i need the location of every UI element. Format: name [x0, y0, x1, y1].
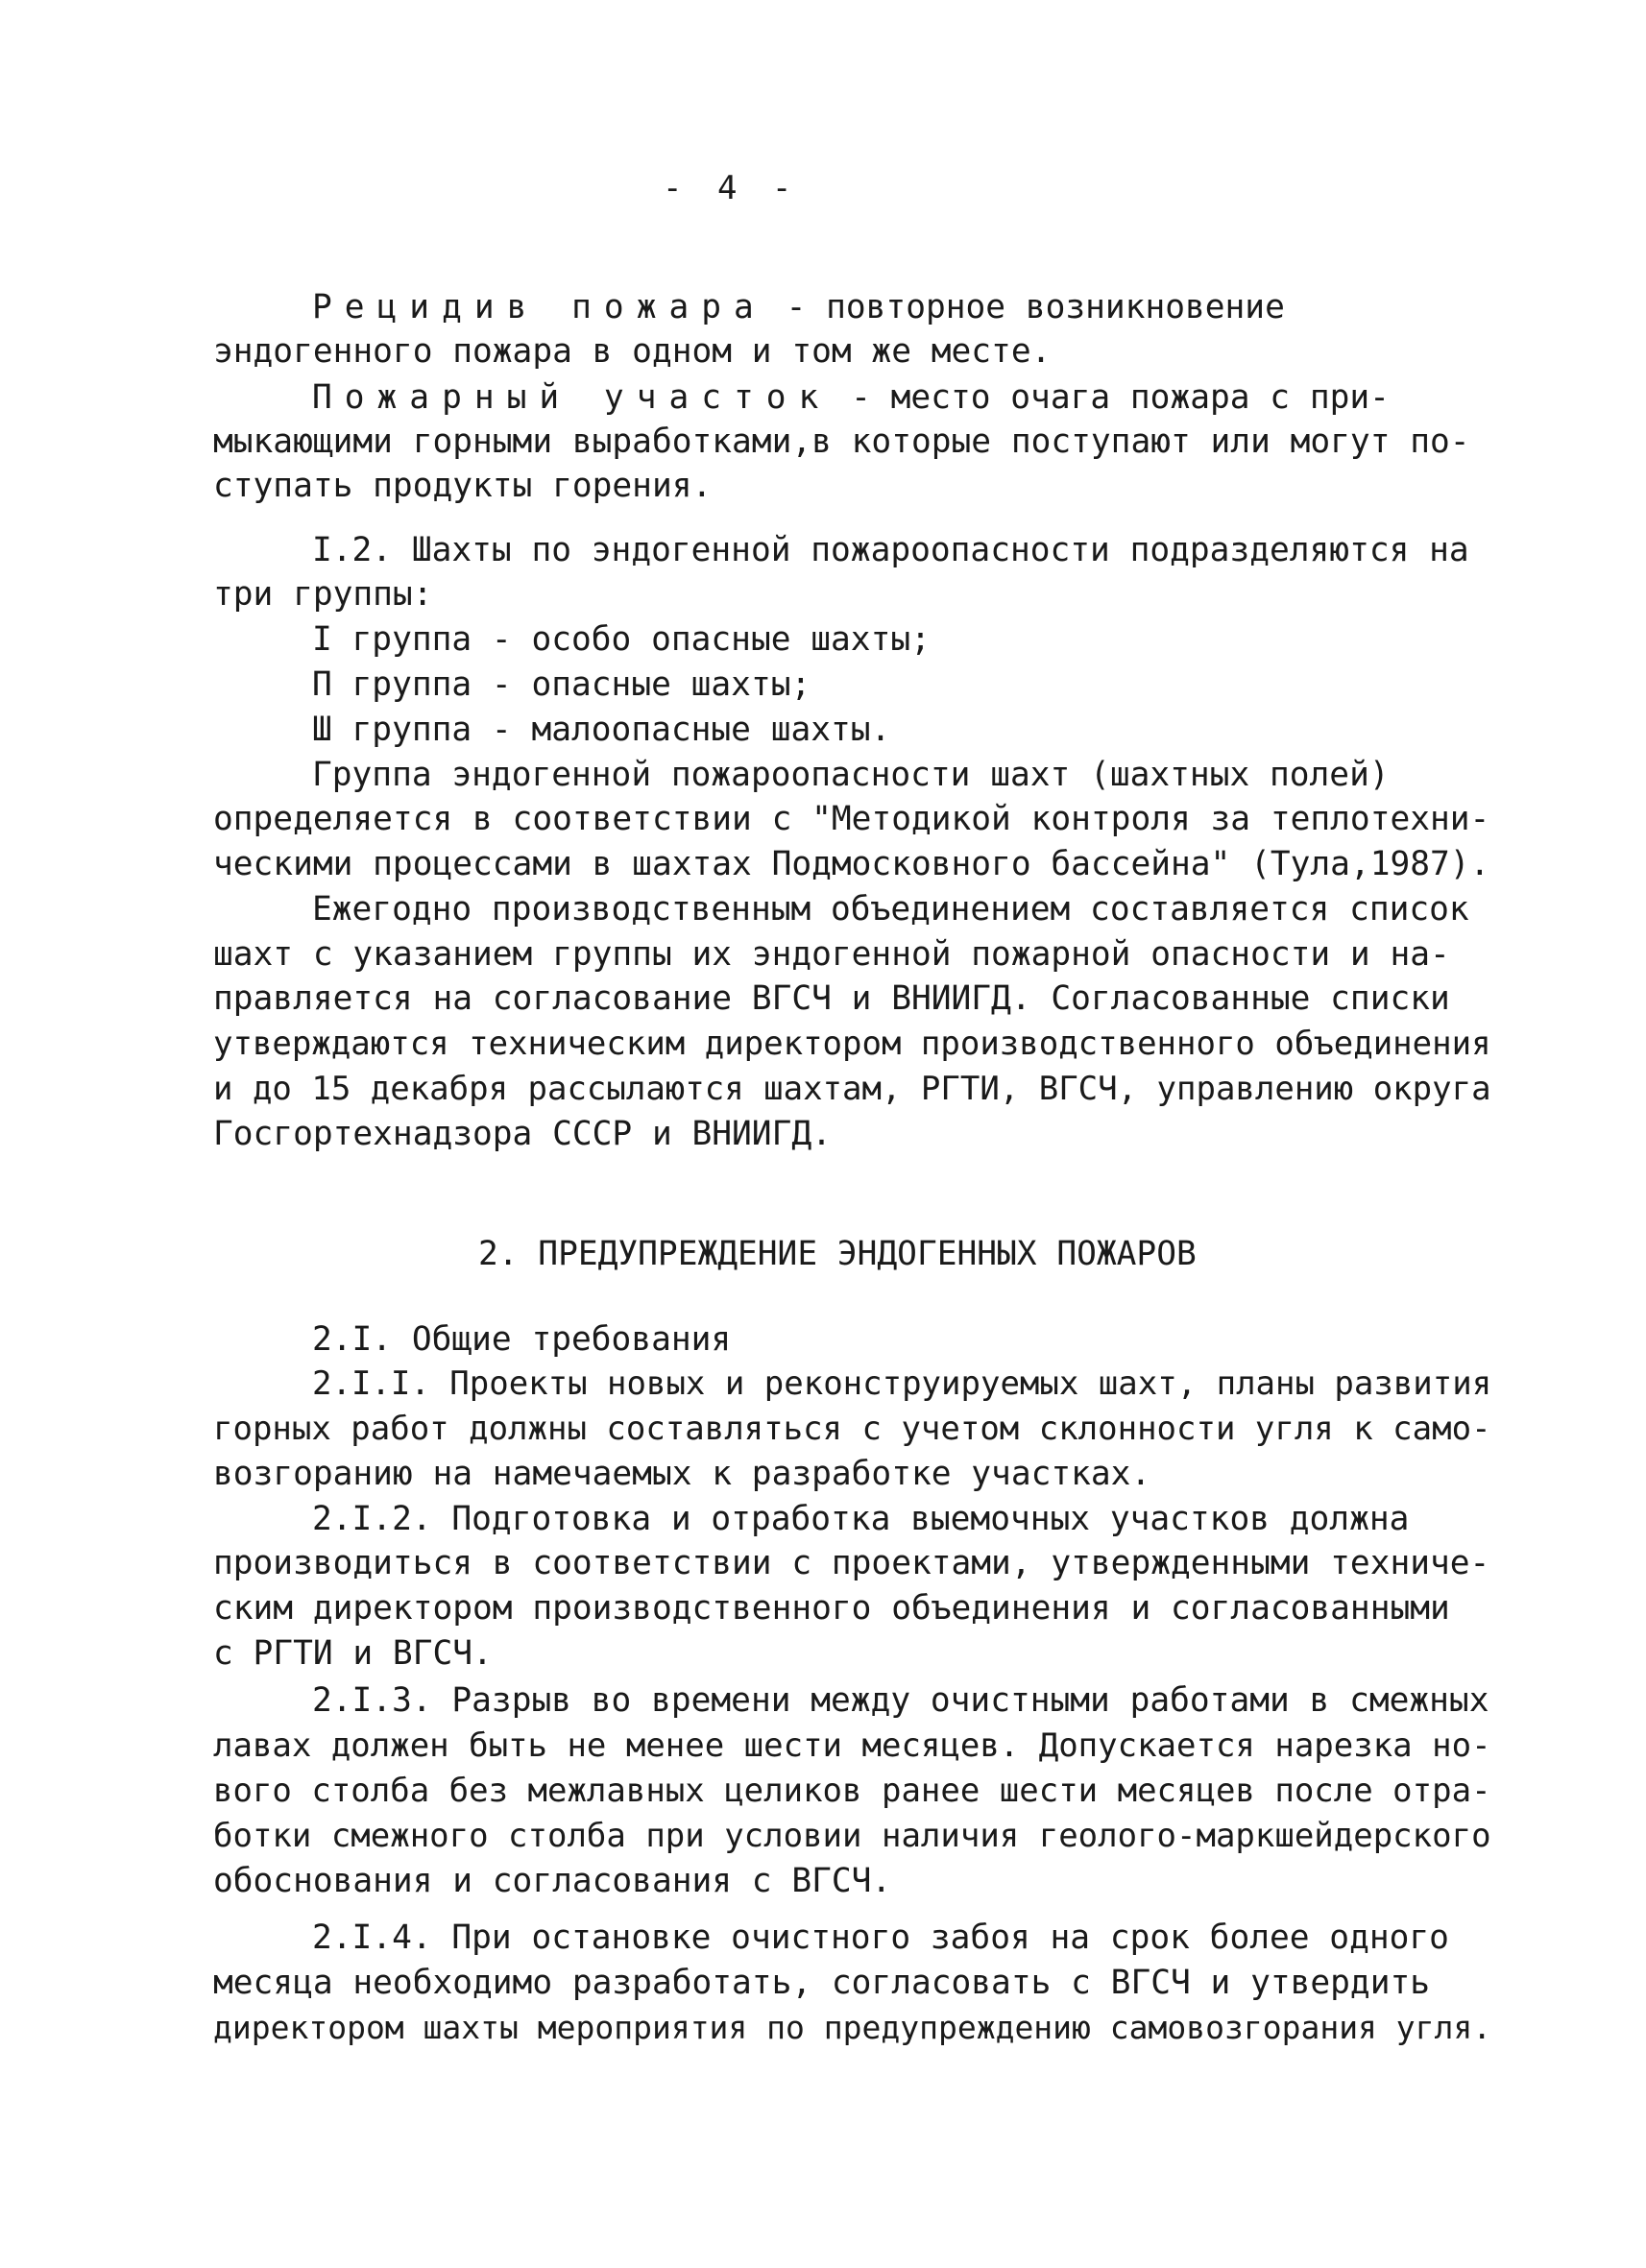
text-line: шахт с указанием группы их эндогенной пожарной опасности и на-: [213, 935, 1450, 974]
def-recidiv-text: - повторное возникновение: [765, 288, 1285, 326]
paragraph-2-1-2: 2.I.2. Подготовка и отработка выемочных участков должна: [312, 1500, 1410, 1538]
text-line: месяца необходимо разработать, согласовать с ВГСЧ и утвердить: [213, 1964, 1431, 2002]
text-line: и до 15 декабря рассылаются шахтам, РГТИ, ВГСЧ, управлению округа: [213, 1070, 1491, 1108]
text-line: утверждаются техническим директором производственного объединения: [213, 1025, 1491, 1063]
text-line: ческими процессами в шахтах Подмосковного бассейна" (Тула,1987).: [213, 845, 1490, 883]
text-line: горных работ должны составляться с учетом склонности угля к само-: [213, 1410, 1491, 1448]
text-line: эндогенного пожара в одном и том же месте.: [213, 332, 1052, 371]
text-line: правляется на согласование ВГСЧ и ВНИИГД. Согласованные списки: [213, 979, 1450, 1018]
text-line: с РГТИ и ВГСЧ.: [213, 1634, 493, 1673]
text-line: обоснования и согласования с ВГСЧ.: [213, 1862, 892, 1900]
text-line: директором шахты мероприятия по предупреждению самовозгорания угля.: [213, 2009, 1492, 2046]
subsection-heading: 2.I. Общие требования: [312, 1320, 732, 1359]
text-line: ступать продукты горения.: [213, 467, 713, 505]
def-recidiv: [312, 288, 1285, 326]
group-item-3: Ш группа - малоопасные шахты.: [312, 711, 891, 749]
term-uchastok: Пожарный участок: [312, 378, 832, 417]
def-uchastok: [312, 378, 1390, 417]
text-line: три группы:: [213, 575, 433, 614]
paragraph-2-1-4: 2.I.4. При остановке очистного забоя на срок более одного: [312, 1918, 1449, 1957]
text-line: ботки смежного столба при условии наличия геолого-маркшейдерского: [213, 1817, 1491, 1855]
text-line: возгоранию на намечаемых к разработке участках.: [213, 1455, 1151, 1493]
text-line: вого столба без межлавных целиков ранее шести месяцев после отра-: [213, 1772, 1491, 1810]
paragraph-group: Группа эндогенной пожароопасности шахт (шахтных полей): [312, 756, 1390, 794]
group-item-2: П группа - опасные шахты;: [312, 665, 811, 704]
text-line: производиться в соответствии с проектами, утвержденными техниче-: [213, 1544, 1490, 1582]
text-line: ским директором производственного объединения и согласованными: [213, 1589, 1450, 1628]
paragraph-2-1-3: 2.I.3. Разрыв во времени между очистными работами в смежных: [312, 1681, 1489, 1720]
term-recidiv: Рецидив пожара: [312, 288, 766, 326]
paragraph-1-2: I.2. Шахты по эндогенной пожароопасности подразделяются на: [312, 531, 1469, 569]
paragraph-list: Ежегодно производственным объединением составляется список: [312, 890, 1469, 929]
text-line: лавах должен быть не менее шести месяцев. Допускается нарезка но-: [213, 1726, 1491, 1765]
paragraph-2-1-1: 2.I.I. Проекты новых и реконструируемых шахт, планы развития: [312, 1364, 1492, 1403]
text-line: Госгортехнадзора СССР и ВНИИГД.: [213, 1115, 832, 1153]
text-line: определяется в соответствии с "Методикой контроля за теплотехни-: [213, 800, 1490, 838]
page-number: - 4 -: [663, 169, 800, 207]
group-item-1: I группа - особо опасные шахты;: [312, 620, 931, 659]
text-line: мыкающими горными выработками,в которые поступают или могут по-: [213, 422, 1470, 461]
section-heading: 2. ПРЕДУПРЕЖДЕНИЕ ЭНДОГЕННЫХ ПОЖАРОВ: [478, 1235, 1197, 1273]
def-uchastok-text: - место очага пожара с при-: [831, 378, 1390, 417]
